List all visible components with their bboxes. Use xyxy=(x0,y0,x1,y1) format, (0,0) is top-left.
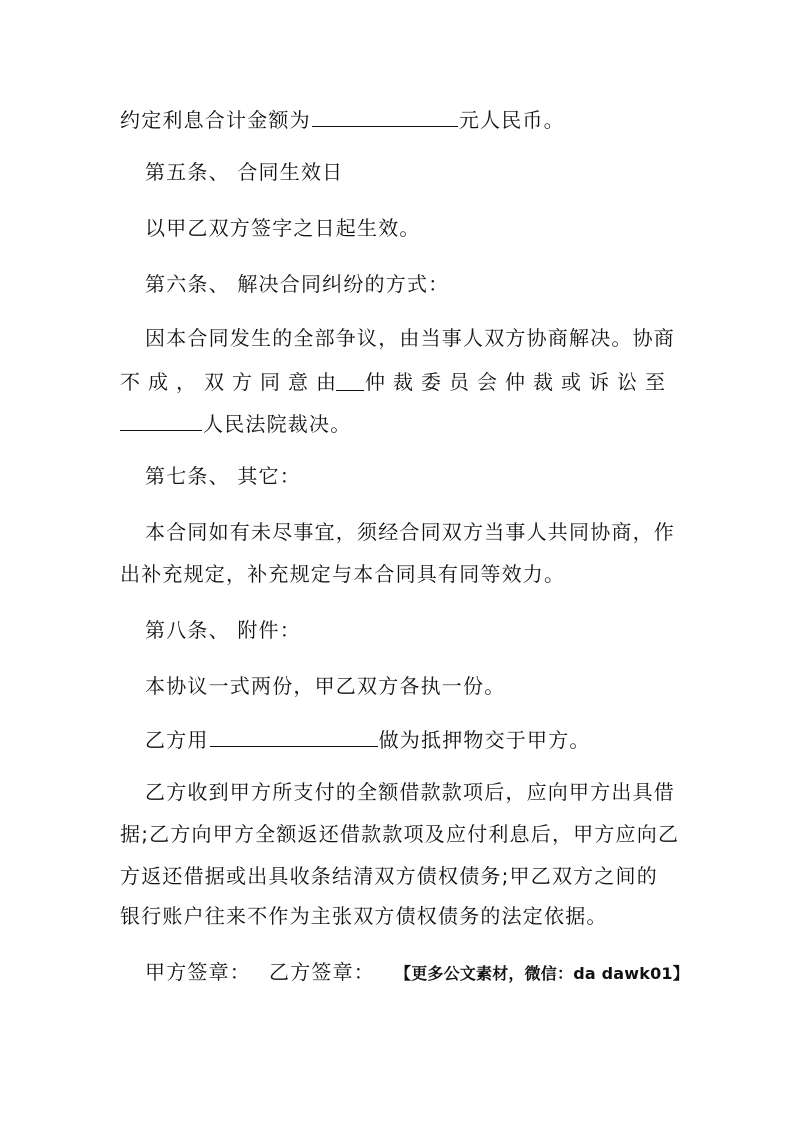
article-7-body-line-1: 本合同如有未尽事宜，须经合同双方当事人共同协商，作 xyxy=(145,520,675,544)
repayment-line-2: 据;乙方向甲方全额返还借款款项及应付利息后，甲方应向乙 xyxy=(120,822,680,846)
party-a-signature-label: 甲方签章： xyxy=(145,960,251,984)
repayment-line-3: 方返还借据或出具收条结清双方债权债务;甲乙双方之间的 xyxy=(120,864,658,888)
repayment-line-1: 乙方收到甲方所支付的全额借款款项后，应向甲方出具借 xyxy=(145,780,675,804)
pledge-line xyxy=(145,728,698,750)
article-7-heading: 第七条、 其它： xyxy=(145,464,301,488)
article-7-body-line-2: 出补充规定，补充规定与本合同具有同等效力。 xyxy=(120,562,566,586)
article-5-heading: 第五条、 合同生效日 xyxy=(145,160,344,184)
promo-note: 【更多公文素材，微信：da dawk01】 xyxy=(395,964,689,983)
interest-amount-blank xyxy=(312,108,458,127)
article-6-body-line-3 xyxy=(120,412,673,434)
signature-line xyxy=(145,962,698,982)
currency-label: 元人民币。 xyxy=(458,108,565,132)
court-blank xyxy=(120,412,202,431)
article-6-body-line-1: 因本合同发生的全部争议，由当事人双方协商解决。协商 xyxy=(145,326,675,350)
article-8-heading: 第八条、 附件： xyxy=(145,618,301,642)
arbitration-pre: 不成，双方同意由 xyxy=(120,370,344,394)
article-6-body-line-2 xyxy=(120,372,673,392)
arbitration-committee-blank xyxy=(336,372,364,391)
article-8-body: 本协议一式两份，甲乙双方各执一份。 xyxy=(145,674,506,698)
pledge-pre: 乙方用 xyxy=(145,728,209,752)
interest-total-line xyxy=(120,108,673,130)
arbitration-post: 仲裁委员会仲裁或诉讼至 xyxy=(365,370,673,394)
pledge-item-blank xyxy=(210,728,378,747)
pledge-post: 做为抵押物交于甲方。 xyxy=(378,728,591,752)
party-b-signature-label: 乙方签章： xyxy=(269,960,375,984)
repayment-line-4: 银行账户往来不作为主张双方债权债务的法定依据。 xyxy=(120,904,608,928)
interest-total-label: 约定利息合计金额为 xyxy=(120,108,311,132)
article-6-heading: 第六条、 解决合同纠纷的方式： xyxy=(145,272,450,296)
article-5-body: 以甲乙双方签字之日起生效。 xyxy=(145,216,421,240)
court-label: 人民法院裁决。 xyxy=(203,412,352,436)
